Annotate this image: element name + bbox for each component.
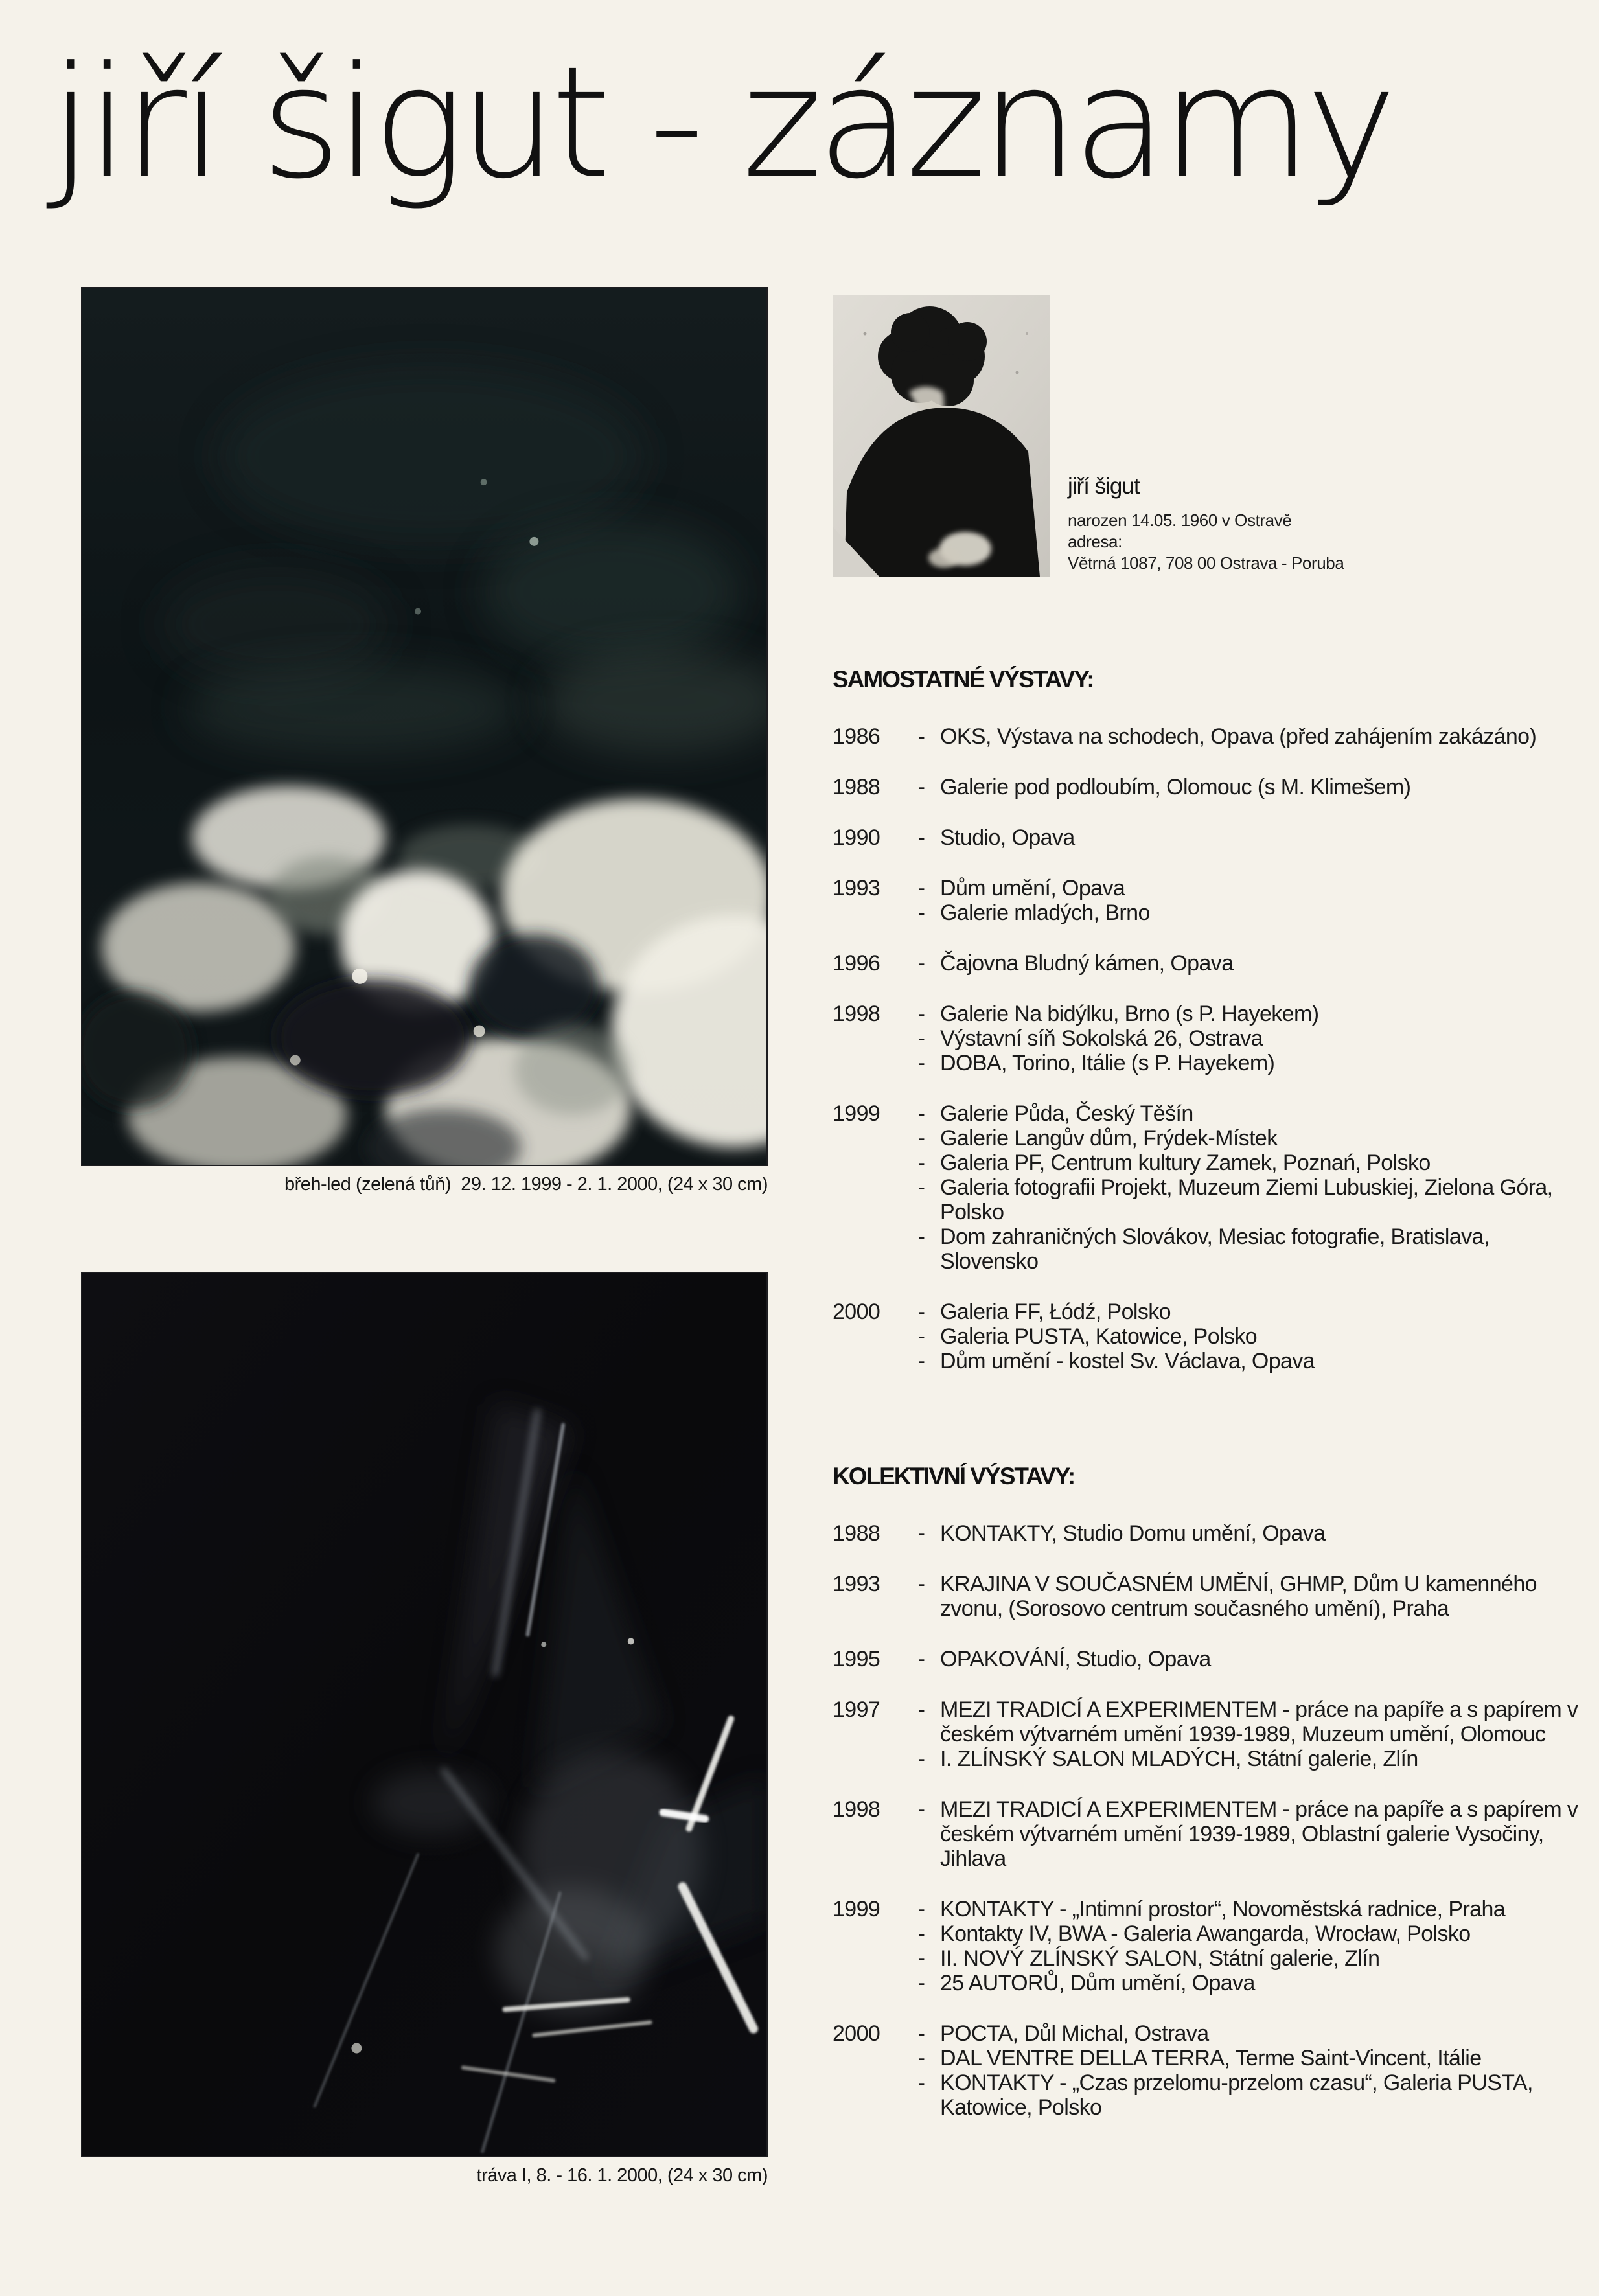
entry-text: KONTAKTY, Studio Domu umění, Opava [940,1521,1326,1546]
entry-year [833,1175,903,1224]
exhibition-entry-row [833,951,1584,976]
entry-year: 1986 [833,724,880,749]
exhibition-entry-row [833,2046,1584,2071]
entry-year [833,1126,903,1151]
entry-text: MEZI TRADICÍ A EXPERIMENTEM - práce na papíře a s papírem v českém výtvarném umění 1939-1989, Muzeum umění, Olomouc [940,1697,1578,1747]
exhibition-entry-row [833,1922,1584,1946]
entry-year [833,1151,903,1175]
exhibition-entry-row [833,2021,1584,2046]
entry-text: DAL VENTRE DELLA TERRA, Terme Saint-Vincent, Itálie [940,2046,1482,2071]
entry-year: 2000 [833,2021,880,2046]
entry-text: Dům umění - kostel Sv. Václava, Opava [940,1349,1315,1373]
entry-text: Galeria fotografii Projekt, Muzeum Ziemi Lubuskiej, Zielona Góra, Polsko [940,1175,1553,1224]
exhibition-entry-row [833,1647,1584,1671]
artwork-photo-2-image [82,1273,766,2156]
entry-text: MEZI TRADICÍ A EXPERIMENTEM - práce na papíře a s papírem v českém výtvarném umění 1939-1989, Oblastní galerie Vysočiny, Jihlava [940,1797,1578,1871]
entry-text: Galeria PF, Centrum kultury Zamek, Poznań, Polsko [940,1151,1431,1175]
entry-year: 1993 [833,1572,880,1596]
exhibition-entry-row [833,876,1584,901]
entry-year [833,1051,903,1075]
exhibition-entry-row [833,1002,1584,1026]
entry-dash: - [917,951,925,976]
entry-text: Galerie mladých, Brno [940,901,1150,925]
exhibition-entry-row [833,901,1584,925]
exhibition-entry-row [833,1126,1584,1151]
exhibition-section [833,1463,1584,2120]
exhibition-entry-row [833,1051,1584,1075]
exhibition-entry-row [833,1175,1584,1224]
entry-year [833,1946,903,1971]
entry-dash: - [917,1224,925,1249]
entry-dash: - [917,1647,925,1671]
exhibition-entry-row [833,775,1584,799]
entry-dash: - [917,1897,925,1922]
entry-year: 2000 [833,1300,880,1324]
entry-text: Galerie Langův dům, Frýdek-Místek [940,1126,1278,1151]
exhibition-entry-row [833,1946,1584,1971]
artwork-caption-1: břeh-led (zelená tůň) 29. 12. 1999 - 2. 1. 2000, (24 x 30 cm) [284,1174,768,1195]
entry-year: 1996 [833,951,880,976]
artist-bio [1068,474,1344,577]
section-entries [833,724,1584,1373]
entry-dash: - [917,2021,925,2046]
entry-dash: - [917,1971,925,1995]
exhibition-entry-row [833,1971,1584,1995]
artist-bio-row [833,295,1584,577]
exhibition-entry-row [833,1697,1584,1747]
exhibition-entry-row [833,1797,1584,1871]
entry-year: 1990 [833,825,880,850]
entry-year [833,2071,903,2120]
entry-text: Čajovna Bludný kámen, Opava [940,951,1234,976]
section-heading: SAMOSTATNÉ VÝSTAVY: [833,666,1094,693]
entry-dash: - [917,1151,925,1175]
entry-dash: - [917,1349,925,1373]
section-heading: KOLEKTIVNÍ VÝSTAVY: [833,1463,1075,1489]
entry-dash: - [917,1051,925,1075]
exhibition-entry-row [833,1897,1584,1922]
entry-text: KRAJINA V SOUČASNÉM UMĚNÍ, GHMP, Dům U kamenného zvonu, (Sorosovo centrum současného umění), Praha [940,1572,1537,1621]
entry-text: I. ZLÍNSKÝ SALON MLADÝCH, Státní galerie, Zlín [940,1747,1418,1771]
entry-text: Studio, Opava [940,825,1075,850]
entry-year: 1997 [833,1697,880,1722]
entry-dash: - [917,1026,925,1051]
artwork-photo-2 [81,1272,768,2157]
section-entries [833,1521,1584,2120]
entry-text: Dom zahraničných Slovákov, Mesiac fotografie, Bratislava, Slovensko [940,1224,1490,1274]
entry-dash: - [917,1922,925,1946]
entry-year: 1995 [833,1647,880,1671]
entry-dash: - [917,1747,925,1771]
entry-text: Galerie Půda, Český Těšín [940,1101,1193,1126]
entry-dash: - [917,1521,925,1546]
entry-text: Galeria PUSTA, Katowice, Polsko [940,1324,1258,1349]
exhibition-entry-row [833,1324,1584,1349]
entry-year [833,1349,903,1373]
entry-text: II. NOVÝ ZLÍNSKÝ SALON, Státní galerie, Zlín [940,1946,1380,1971]
exhibition-entry-row [833,724,1584,749]
entry-dash: - [917,1175,925,1200]
entry-year: 1998 [833,1797,880,1822]
entry-year: 1998 [833,1002,880,1026]
page-title: jiří šigut - záznamy [49,34,1392,213]
entry-dash: - [917,1797,925,1822]
entry-year: 1988 [833,1521,880,1546]
exhibition-sections [833,666,1584,2120]
entry-text: KONTAKTY - „Czas przelomu-przelom czasu“, Galeria PUSTA, Katowice, Polsko [940,2071,1533,2120]
entry-text: POCTA, Důl Michal, Ostrava [940,2021,1209,2046]
exhibition-entry-row [833,1349,1584,1373]
entry-text: Galerie pod podloubím, Olomouc (s M. Klimešem) [940,775,1411,799]
entry-text: Galerie Na bidýlku, Brno (s P. Hayekem) [940,1002,1319,1026]
entry-dash: - [917,1572,925,1596]
entry-dash: - [917,775,925,799]
artist-portrait-image [833,295,1050,577]
entry-dash: - [917,825,925,850]
entry-text: KONTAKTY - „Intimní prostor“, Novoměstská radnice, Praha [940,1897,1506,1922]
entry-dash: - [917,1300,925,1324]
exhibition-entry-row [833,1026,1584,1051]
artwork-photo-1 [81,287,768,1166]
entry-dash: - [917,1002,925,1026]
entry-dash: - [917,1324,925,1349]
entry-year: 1999 [833,1897,880,1922]
exhibition-entry-row [833,1224,1584,1274]
entry-text: Výstavní síň Sokolská 26, Ostrava [940,1026,1263,1051]
entry-text: 25 AUTORŮ, Dům umění, Opava [940,1971,1255,1995]
artwork-figure-1 [81,287,768,1195]
exhibition-section [833,666,1584,1373]
exhibition-entry-row [833,1101,1584,1126]
entry-year [833,1324,903,1349]
entry-dash: - [917,2071,925,2095]
artist-address: Větrná 1087, 708 00 Ostrava - Poruba [1068,553,1344,573]
entry-text: Dům umění, Opava [940,876,1125,901]
entry-year [833,1747,903,1771]
entry-dash: - [917,2046,925,2071]
entry-year: 1988 [833,775,880,799]
artwork-photo-1-image [82,288,766,1165]
exhibition-entry-row [833,1300,1584,1324]
entry-text: Kontakty IV, BWA - Galeria Awangarda, Wrocław, Polsko [940,1922,1471,1946]
entry-year [833,2046,903,2071]
entry-year: 1993 [833,876,880,901]
entry-dash: - [917,1697,925,1722]
entry-dash: - [917,724,925,749]
artist-portrait-photo [833,295,1050,577]
artist-address-label: adresa: [1068,532,1122,551]
artist-born: narozen 14.05. 1960 v Ostravě [1068,511,1292,530]
entry-dash: - [917,876,925,901]
entry-dash: - [917,1101,925,1126]
exhibition-entry-row [833,1521,1584,1546]
entry-year [833,901,903,925]
exhibition-entry-row [833,2071,1584,2120]
entry-year [833,1026,903,1051]
right-column [833,295,1584,2146]
artwork-caption-2: tráva I, 8. - 16. 1. 2000, (24 x 30 cm) [476,2165,768,2186]
entry-year: 1999 [833,1101,880,1126]
exhibition-entry-row [833,1747,1584,1771]
entry-year [833,1971,903,1995]
entry-year [833,1922,903,1946]
artwork-figure-2 [81,1272,768,2187]
entry-text: Galeria FF, Łódź, Polsko [940,1300,1171,1324]
entry-text: DOBA, Torino, Itálie (s P. Hayekem) [940,1051,1275,1075]
exhibition-entry-row [833,1151,1584,1175]
entry-text: OPAKOVÁNÍ, Studio, Opava [940,1647,1211,1671]
entry-year [833,1224,903,1274]
artist-name: jiří šigut [1068,474,1140,499]
exhibition-entry-row [833,825,1584,850]
entry-dash: - [917,901,925,925]
exhibition-entry-row [833,1572,1584,1621]
entry-dash: - [917,1946,925,1971]
entry-text: OKS, Výstava na schodech, Opava (před zahájením zakázáno) [940,724,1537,749]
entry-dash: - [917,1126,925,1151]
